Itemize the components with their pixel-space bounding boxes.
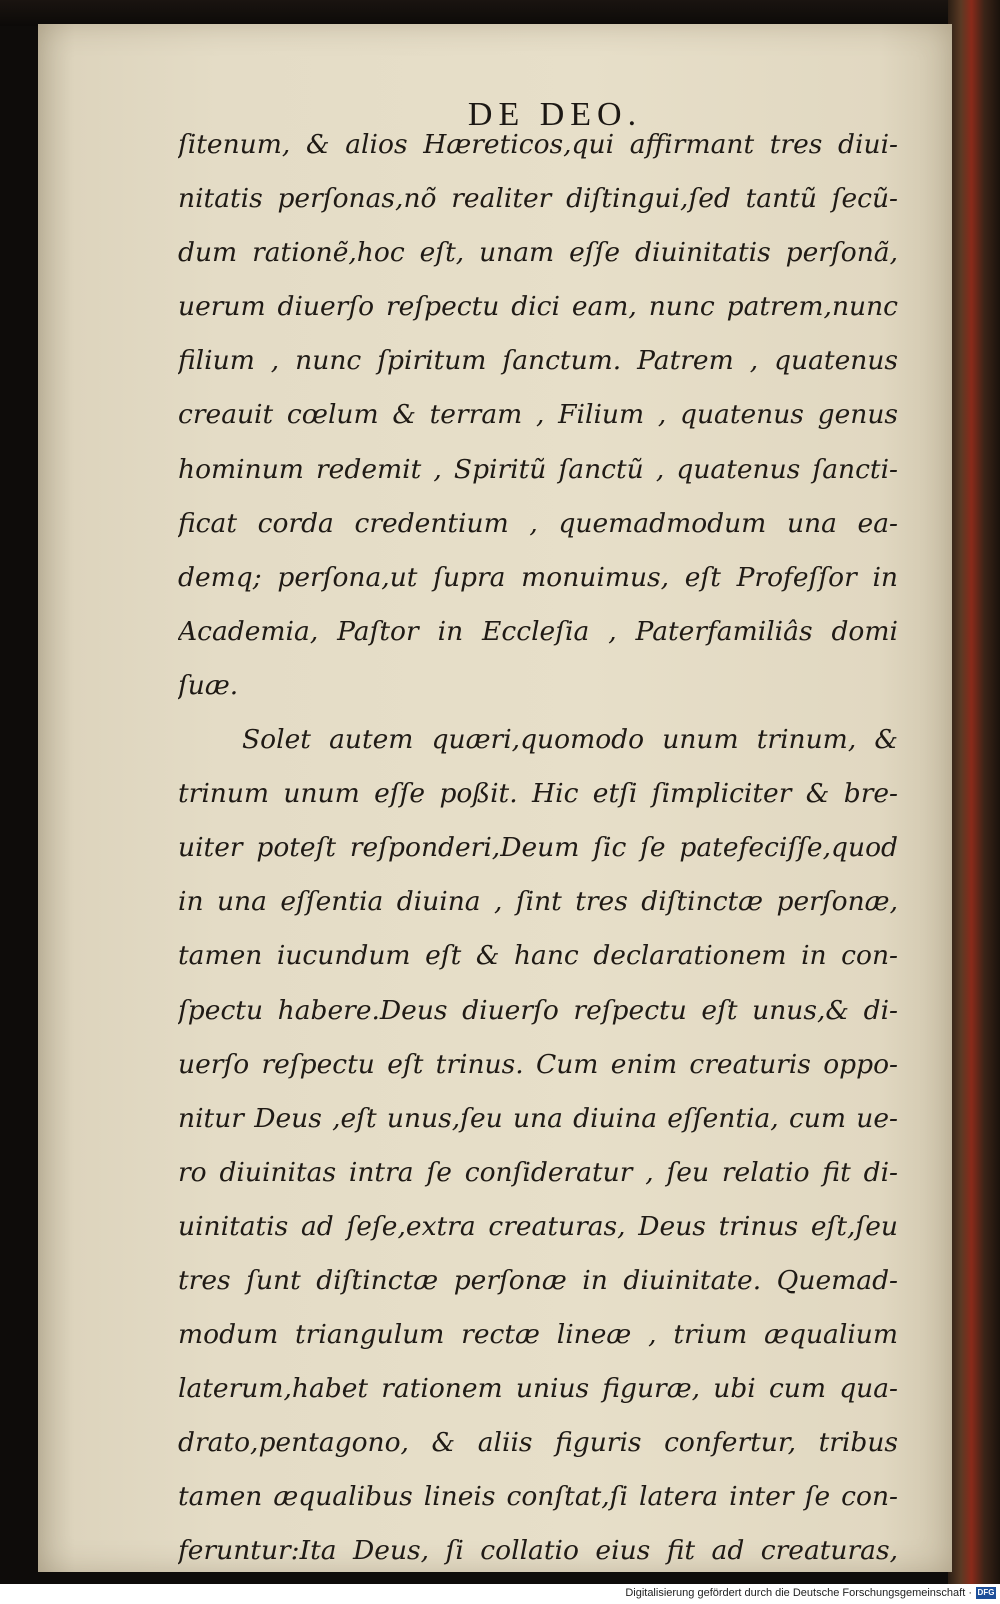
text-line: tamen æqualibus lineis conſtat,ſi latera inter ſe con-	[178, 1481, 898, 1513]
text-line: nitatis perſonas,nõ realiter diſtingui,ſed tantũ ſecũ-	[178, 183, 898, 215]
binding-top-edge	[0, 0, 1000, 26]
text-line: Academia, Paſtor in Eccleſia , Paterfamiliâs domi	[178, 615, 898, 647]
text-line: uerum diuerſo reſpectu dici eam, nunc patrem,nunc	[178, 291, 898, 323]
text-line: ficat corda credentium , quemadmodum una ea-	[178, 507, 898, 539]
text-line: laterum,habet rationem unius figuræ, ubi cum qua-	[178, 1373, 898, 1405]
text-line: uerſo reſpectu eſt trinus. Cum enim creaturis oppo-	[178, 1048, 898, 1080]
text-line: filium , nunc ſpiritum ſanctum. Patrem , quatenus	[178, 345, 898, 377]
footer-bar	[0, 1584, 1000, 1604]
text-line: ſpectu habere.Deus diuerſo reſpectu eſt unus,& di-	[178, 994, 898, 1026]
text-line: tamen iucundum eſt & hanc declarationem in con-	[178, 940, 898, 972]
running-head: DE DEO.	[467, 96, 643, 133]
text-line: ro diuinitas intra ſe conſideratur , ſeu relatio fit di-	[178, 1156, 898, 1188]
text-line: feruntur:Ita Deus, ſi collatio eius fit ad creaturas,	[178, 1535, 898, 1567]
book-spine-edge	[948, 0, 1000, 1584]
text-line: drato,pentagono, & aliis figuris confertur, tribus	[178, 1427, 898, 1459]
paragraph-start-line: Solet autem quæri,quomodo unum trinum, &	[242, 724, 898, 756]
text-line: nitur Deus ,eſt unus,ſeu una diuina eſſentia, cum ue-	[178, 1102, 898, 1134]
text-line: creauit cœlum & terram , Filium , quatenus genus	[178, 399, 898, 431]
dfg-logo-icon: DFG	[977, 1588, 995, 1597]
text-line: modum triangulum rectæ lineæ , trium æqualium	[178, 1319, 898, 1351]
text-line: tres ſunt diſtinctæ perſonæ in diuinitate. Quemad-	[178, 1264, 898, 1296]
text-line: demq; perſona,ut ſupra monuimus, eſt Profeſſor in	[178, 561, 898, 593]
text-line: uiter poteſt reſponderi,Deum ſic ſe patefeciſſe,quod	[178, 832, 898, 864]
text-line: hominum redemit , Spiritũ ſanctũ , quatenus ſancti-	[178, 453, 898, 485]
text-line: in una eſſentia diuina , ſint tres diſtinctæ perſonæ,	[178, 886, 898, 918]
text-line: ſitenum, & alios Hæreticos,qui affirmant tres diui-	[178, 129, 898, 160]
body-text	[178, 118, 898, 1584]
text-line: ſuæ.	[178, 669, 239, 701]
digitization-credit: Digitalisierung gefördert durch die Deutsche Forschungsgemeinschaft ·	[625, 1587, 972, 1599]
text-line: dum rationẽ,hoc eſt, unam eſſe diuinitatis perſonã,	[178, 237, 898, 269]
text-line: uinitatis ad ſeſe,extra creaturas, Deus trinus eſt,ſeu	[178, 1210, 898, 1242]
text-line: trinum unum eſſe poßit. Hic etſi ſimpliciter & bre-	[178, 778, 898, 810]
